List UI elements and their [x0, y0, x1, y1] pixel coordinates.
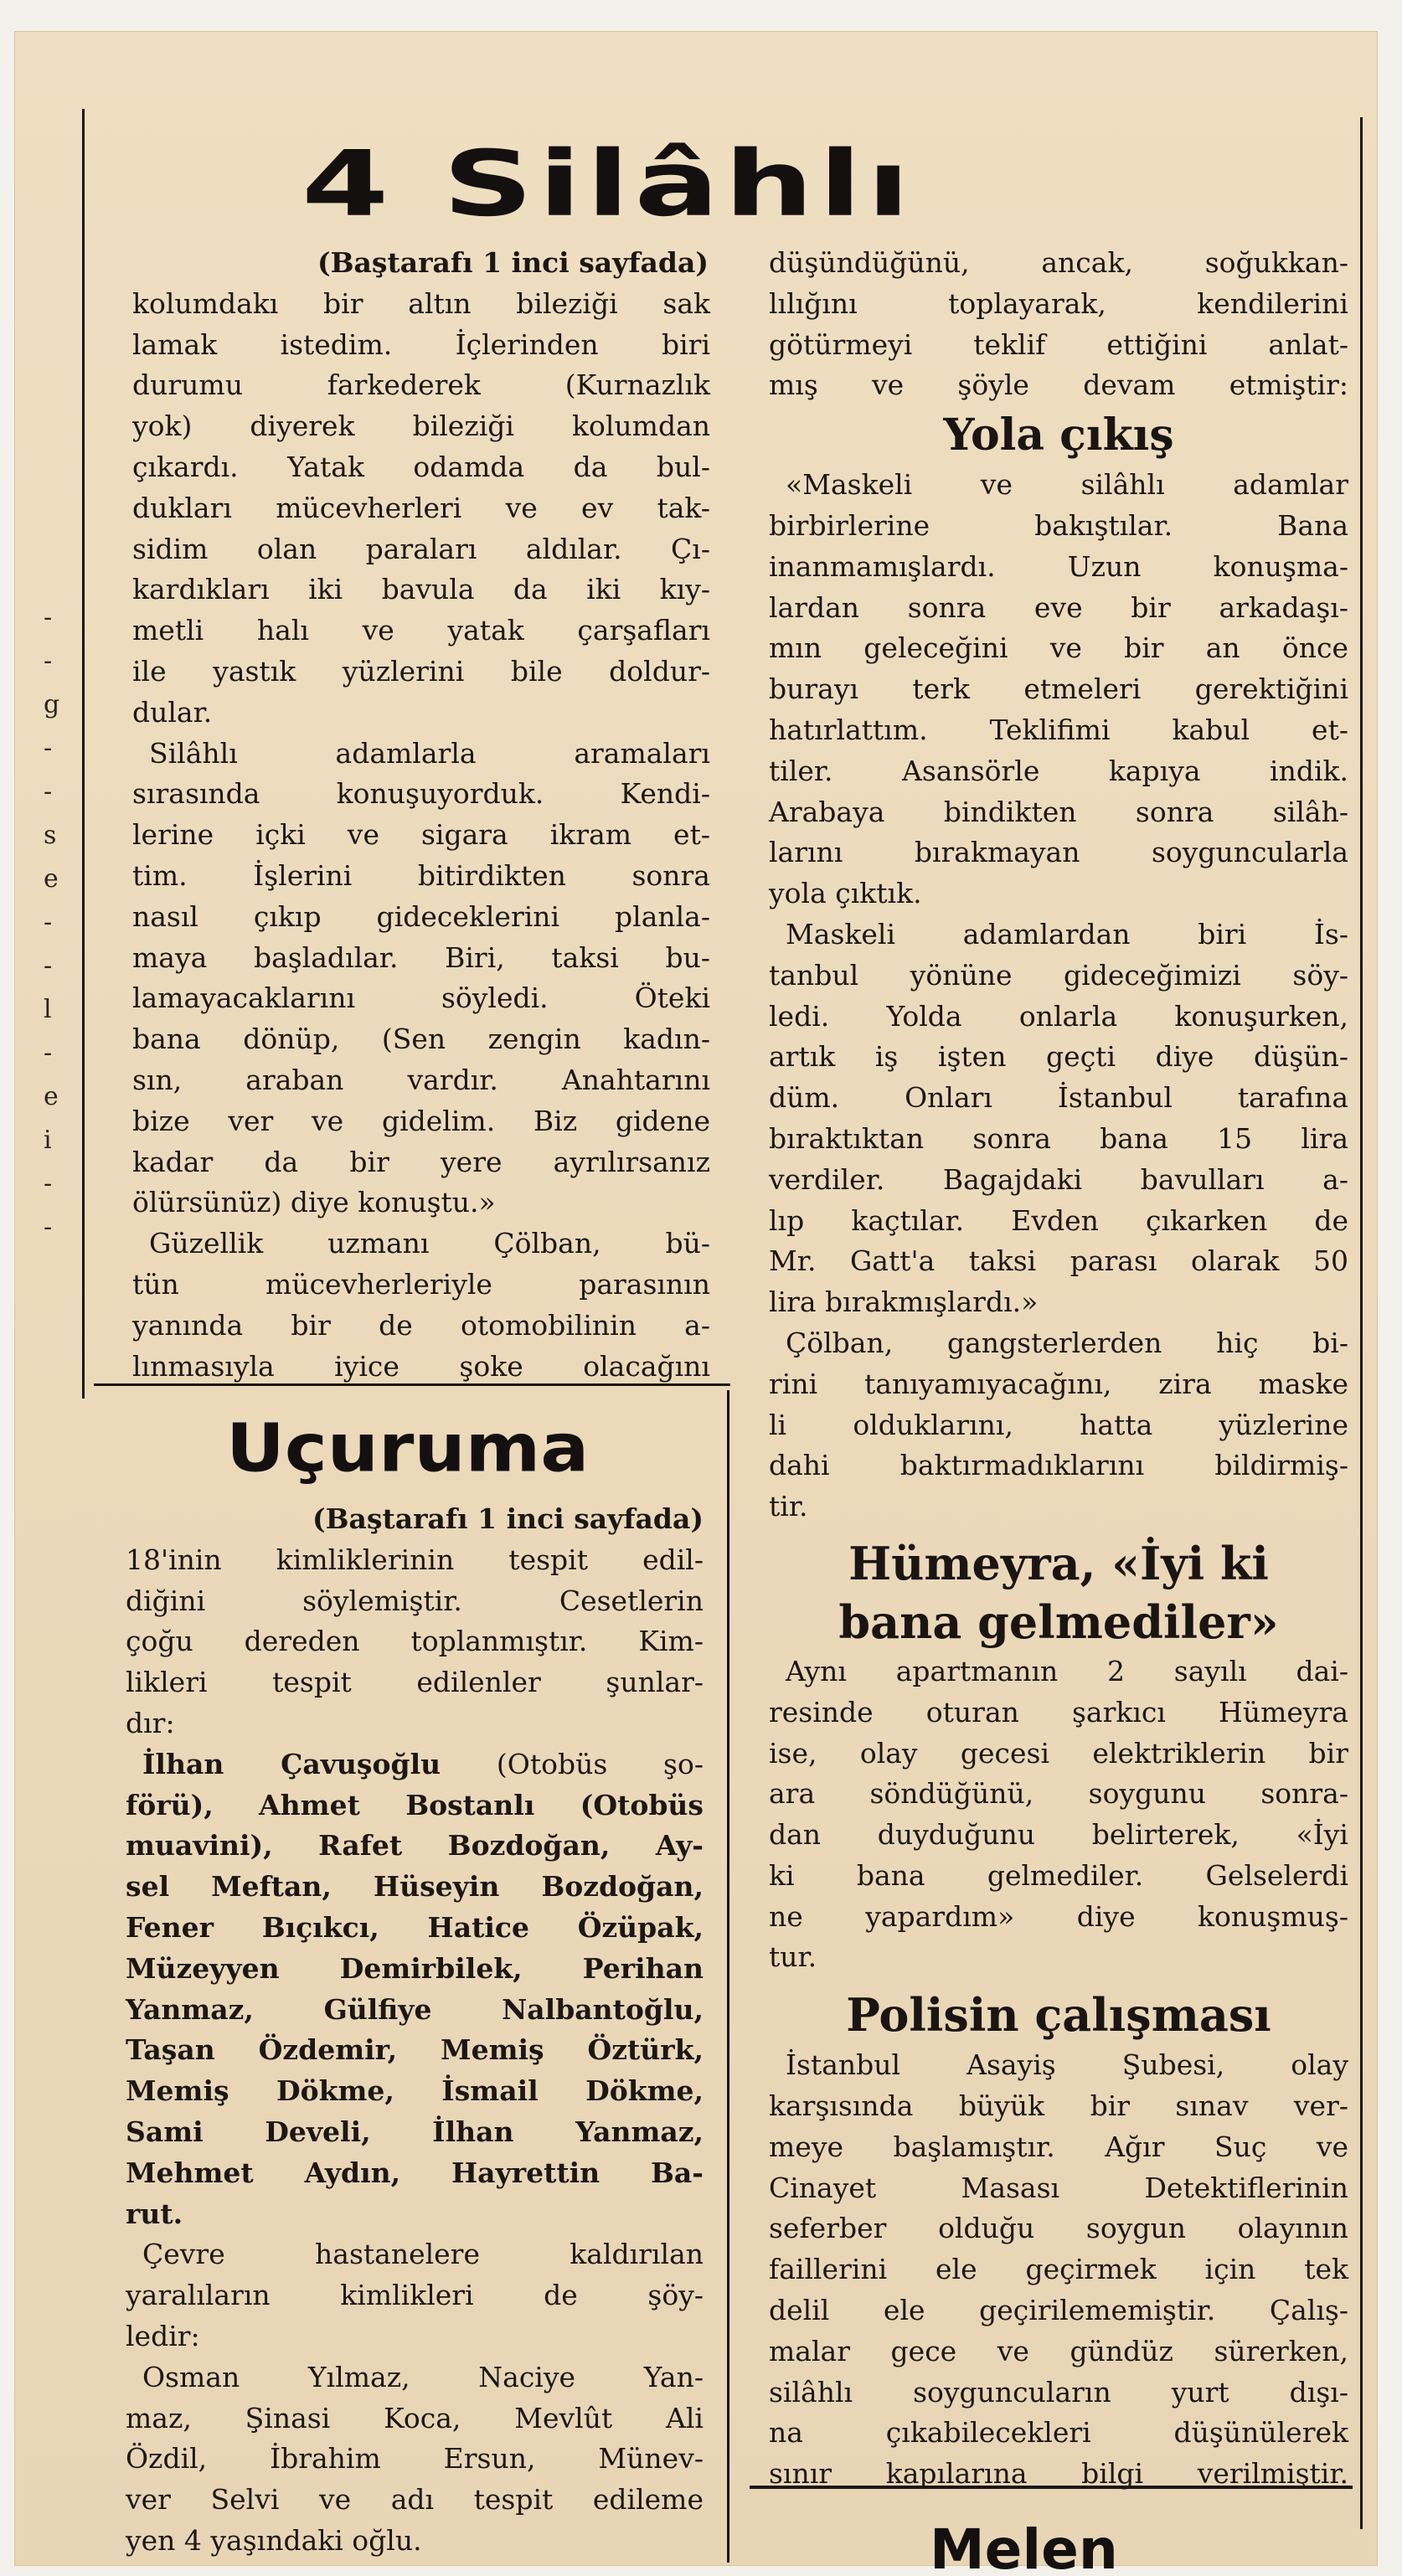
left-top-line: bana dönüp, (Sen zengin kadın-	[132, 1023, 710, 1056]
left-top-line: sırasında konuşuyorduk. Kendi-	[132, 777, 710, 811]
left-top-line: lamak istedim. İçlerinden biri	[132, 327, 710, 361]
ucurum-line: Sami Develi, İlhan Yanmaz,	[126, 2115, 704, 2148]
right-d-line: Cinayet Masası Detektiflerinin	[769, 2171, 1348, 2204]
right-b-line: larını bırakmayan soyguncularla	[769, 836, 1348, 869]
subhead-yola-cikis: Yola çıkış	[943, 410, 1174, 461]
left-top-line: ölürsünüz) diye konuştu.»	[132, 1186, 496, 1219]
right-c-line: ise, olay gecesi elektriklerin bir	[769, 1736, 1348, 1770]
ucurum-line: Çevre hastanelere kaldırılan	[142, 2238, 704, 2271]
margin-fragment: -	[44, 1038, 53, 1068]
right-c-line: Aynı apartmanın 2 sayılı dai-	[786, 1654, 1348, 1687]
right-a-line: düşündüğünü, ancak, soğukkan-	[769, 246, 1348, 279]
margin-fragment: -	[44, 1213, 53, 1242]
right-d-line: malar gece ve gündüz sürerken,	[769, 2334, 1348, 2367]
right-d-line: delil ele geçirilememiştir. Çalış-	[769, 2294, 1348, 2327]
left-top-line: sidim olan paraları aldılar. Çı-	[132, 532, 710, 565]
right-c-line: dan duyduğunu belirterek, «İyi	[769, 1818, 1348, 1852]
left-top-line: çıkardı. Yatak odamda da bul-	[132, 450, 710, 483]
margin-fragment: -	[44, 603, 53, 632]
right-b-line: hatırlattım. Teklifimi kabul et-	[769, 713, 1348, 746]
subhead-polisin-calismasi: Polisin çalışması	[846, 1988, 1271, 2043]
left-top-line: kolumdakı bir altın bileziği sak	[132, 286, 710, 320]
margin-fragment: g	[44, 690, 60, 719]
right-b-line: «Maskeli ve silâhlı adamlar	[786, 468, 1348, 502]
ucurum-line: yaralıların kimlikleri de şöy-	[126, 2279, 704, 2312]
ucurum-line: Osman Yılmaz, Naciye Yan-	[142, 2360, 704, 2393]
right-a-line: mış ve şöyle devam etmiştir:	[769, 368, 1348, 402]
right-a-line: götürmeyi teklif ettiğini anlat-	[769, 327, 1348, 361]
right-border-rule	[1360, 117, 1363, 2529]
right-b-line: yola çıktık.	[769, 877, 922, 910]
margin-fragment: -	[44, 734, 53, 763]
right-b-line: verdiler. Bagajdaki bavulları a-	[769, 1162, 1348, 1196]
right-b-line: ledi. Yolda onlarla konuşurken,	[769, 999, 1348, 1033]
ucurum-line: Memiş Dökme, İsmail Dökme,	[126, 2074, 704, 2108]
right-b-line: tanbul yönüne gideceğimizi söy-	[769, 958, 1348, 992]
right-b-line: birbirlerine bakıştılar. Bana	[769, 508, 1348, 542]
bottom-cut-headline: Melen	[930, 2517, 1118, 2571]
right-d-line: silâhlı soyguncuların yurt dışı-	[769, 2375, 1348, 2409]
left-top-line: dular.	[132, 695, 213, 729]
ucurum-line: çoğu dereden toplanmıştır. Kim-	[126, 1625, 704, 1658]
ucurum-continuation-note: (Baştarafı 1 inci sayfada)	[312, 1502, 704, 1535]
left-margin-fragments	[44, 603, 77, 1256]
ucurum-headline: Uçuruma	[226, 1410, 590, 1487]
margin-fragment: e	[44, 1082, 59, 1111]
left-top-line: lınmasıyla iyice şoke olacağını	[132, 1349, 710, 1383]
right-b-line: tiler. Asansörle kapıya indik.	[769, 754, 1348, 787]
ucurum-line: rut.	[126, 2197, 183, 2230]
subhead-humeyra-line2: bana gelmediler»	[838, 1595, 1279, 1649]
left-top-line: durumu farkederek (Kurnazlık	[132, 368, 710, 402]
left-top-line: sın, araban vardır. Anahtarını	[132, 1063, 710, 1096]
right-b-line: düm. Onları İstanbul tarafına	[769, 1081, 1348, 1115]
right-b-line: lardan sonra eve bir arkadaşı-	[769, 590, 1348, 624]
right-c-line: ne yapardım» diye konuşmuş-	[769, 1899, 1348, 1933]
margin-fragment: -	[44, 908, 53, 937]
column-divider-rule	[727, 1390, 729, 2563]
right-b-line: mın geleceğini ve bir an önce	[769, 631, 1348, 665]
left-top-line: yok) diyerek bileziği kolumdan	[132, 410, 710, 443]
right-c-line: tur.	[769, 1940, 817, 1974]
ucurum-line: likleri tespit edilenler şunlar-	[126, 1666, 704, 1699]
margin-fragment: -	[44, 647, 53, 676]
left-top-column	[132, 243, 710, 1387]
right-d-line: na çıkabilecekleri düşünülerek	[769, 2416, 1348, 2450]
ucurum-line: Taşan Özdemir, Memiş Öztürk,	[126, 2033, 704, 2067]
margin-fragment: e	[44, 864, 59, 894]
right-b-line: bıraktıktan sonra bana 15 lira	[769, 1121, 1348, 1155]
ucurum-line: 18'inin kimliklerinin tespit edil-	[126, 1543, 704, 1576]
ucurum-line: muavini), Rafet Bozdoğan, Ay-	[126, 1829, 704, 1862]
right-c-line: ara söndüğünü, soygunu sonra-	[769, 1777, 1348, 1811]
ucurum-line: diğini söylemiştir. Cesetlerin	[126, 1584, 704, 1617]
cut-off-heading-fragment	[216, 2549, 652, 2569]
ucurum-line: maz, Şinasi Koca, Mevlût Ali	[126, 2401, 704, 2434]
right-b-line: burayı terk etmeleri gerektiğini	[769, 672, 1348, 706]
right-b-line: Arabaya bindikten sonra silâh-	[769, 795, 1348, 828]
left-top-line: bize ver ve gidelim. Biz gidene	[132, 1104, 710, 1137]
right-b-line: lira bırakmışlardı.»	[769, 1285, 1039, 1319]
ucurum-line: Fener Bıçıkcı, Hatice Özüpak,	[126, 1910, 704, 1944]
right-b-line: artık iş işten geçti diye düşün-	[769, 1040, 1348, 1074]
left-top-line: Silâhlı adamlarla aramaları	[149, 736, 710, 770]
right-b-line: Mr. Gatt'a taksi parası olarak 50	[769, 1244, 1348, 1278]
left-top-line: Güzellik uzmanı Çölban, bü-	[149, 1227, 710, 1260]
right-d-line: İstanbul Asayiş Şubesi, olay	[786, 2048, 1348, 2082]
left-top-line: ile yastık yüzlerini bile doldur-	[132, 654, 710, 688]
right-b-line: lıp kaçtılar. Evden çıkarken de	[769, 1203, 1348, 1237]
margin-fragment: -	[44, 951, 53, 981]
right-c-line: ki bana gelmediler. Gelselerdi	[769, 1858, 1348, 1892]
left-top-line: kadar da bir yere ayrılırsanız	[132, 1145, 710, 1178]
margin-fragment: l	[44, 995, 52, 1024]
ucurum-line: Yanmaz, Gülfiye Nalbantoğlu,	[126, 1992, 704, 2026]
left-top-line: lerine içki ve sigara ikram et-	[132, 818, 710, 852]
left-top-line: tim. İşlerini bitirdikten sonra	[132, 858, 710, 892]
left-top-line: tün mücevherleriyle parasının	[132, 1267, 710, 1301]
right-d-line: sınır kapılarına bilgi verilmiştir.	[769, 2457, 1348, 2491]
ucurum-line: ledir:	[126, 2319, 200, 2352]
left-top-line: kardıkları iki bavula da iki kıy-	[132, 573, 710, 606]
right-b-line: tir.	[769, 1490, 808, 1523]
headline: 4 Silâhlı	[302, 131, 915, 237]
right-c-line: resinde oturan şarkıcı Hümeyra	[769, 1695, 1348, 1728]
right-d-line: meye başlamıştır. Ağır Suç ve	[769, 2130, 1348, 2163]
left-top-line: yanında bir de otomobilinin a-	[132, 1308, 710, 1342]
ucurum-line: sel Meftan, Hüseyin Bozdoğan,	[126, 1870, 704, 1904]
subhead-humeyra-line1: Hümeyra, «İyi ki	[848, 1536, 1269, 1590]
right-column	[769, 243, 1348, 2495]
right-d-line: faillerini ele geçirmek için tek	[769, 2253, 1348, 2286]
margin-fragment: i	[44, 1126, 52, 1155]
continuation-note: (Baştarafı 1 inci sayfada)	[317, 246, 709, 279]
right-a-line: lılığını toplayarak, kendilerini	[769, 286, 1348, 320]
ucurum-line: Özdil, İbrahim Ersun, Münev-	[126, 2442, 704, 2476]
margin-fragment: s	[44, 821, 57, 850]
ucurum-line: förü), Ahmet Bostanlı (Otobüs	[126, 1788, 704, 1821]
margin-fragment: -	[44, 777, 53, 806]
ucurum-line: Mehmet Aydın, Hayrettin Ba-	[126, 2156, 704, 2189]
left-top-line: nasıl çıkıp gideceklerini planla-	[132, 899, 710, 933]
right-b-line: rini tanıyamıyacağını, zira maske	[769, 1367, 1348, 1400]
right-d-line: seferber olduğu soygun olayının	[769, 2212, 1348, 2245]
right-b-line: inanmamışlardı. Uzun konuşma-	[769, 549, 1348, 583]
ucurum-line: İlhan Çavuşoğlu (Otobüs şo-	[142, 1747, 704, 1780]
left-top-line: maya başladılar. Biri, taksi bu-	[132, 940, 710, 974]
left-top-line: metli halı ve yatak çarşafları	[132, 614, 710, 647]
ucurum-column	[126, 1499, 704, 2562]
left-top-line: lamayacaklarını söyledi. Öteki	[132, 981, 710, 1015]
right-b-line: li olduklarını, hatta yüzlerine	[769, 1408, 1348, 1441]
ucurum-line: yen 4 yaşındaki oğlu.	[126, 2523, 422, 2557]
right-b-line: Maskeli adamlardan biri İs-	[786, 917, 1348, 951]
right-b-line: Çölban, gangsterlerden hiç bi-	[786, 1326, 1348, 1359]
margin-fragment: -	[44, 1169, 53, 1198]
right-b-line: dahi baktırmadıklarını bildirmiş-	[769, 1449, 1348, 1482]
left-border-rule	[82, 109, 85, 1399]
left-top-line: dukları mücevherleri ve ev tak-	[132, 491, 710, 524]
ucurum-line: Müzeyyen Demirbilek, Perihan	[126, 1951, 704, 1985]
ucurum-line: ver Selvi ve adı tespit edileme	[126, 2483, 704, 2517]
ucurum-line: dır:	[126, 1706, 175, 1739]
right-d-line: karşısında büyük bir sınav ver-	[769, 2089, 1348, 2123]
